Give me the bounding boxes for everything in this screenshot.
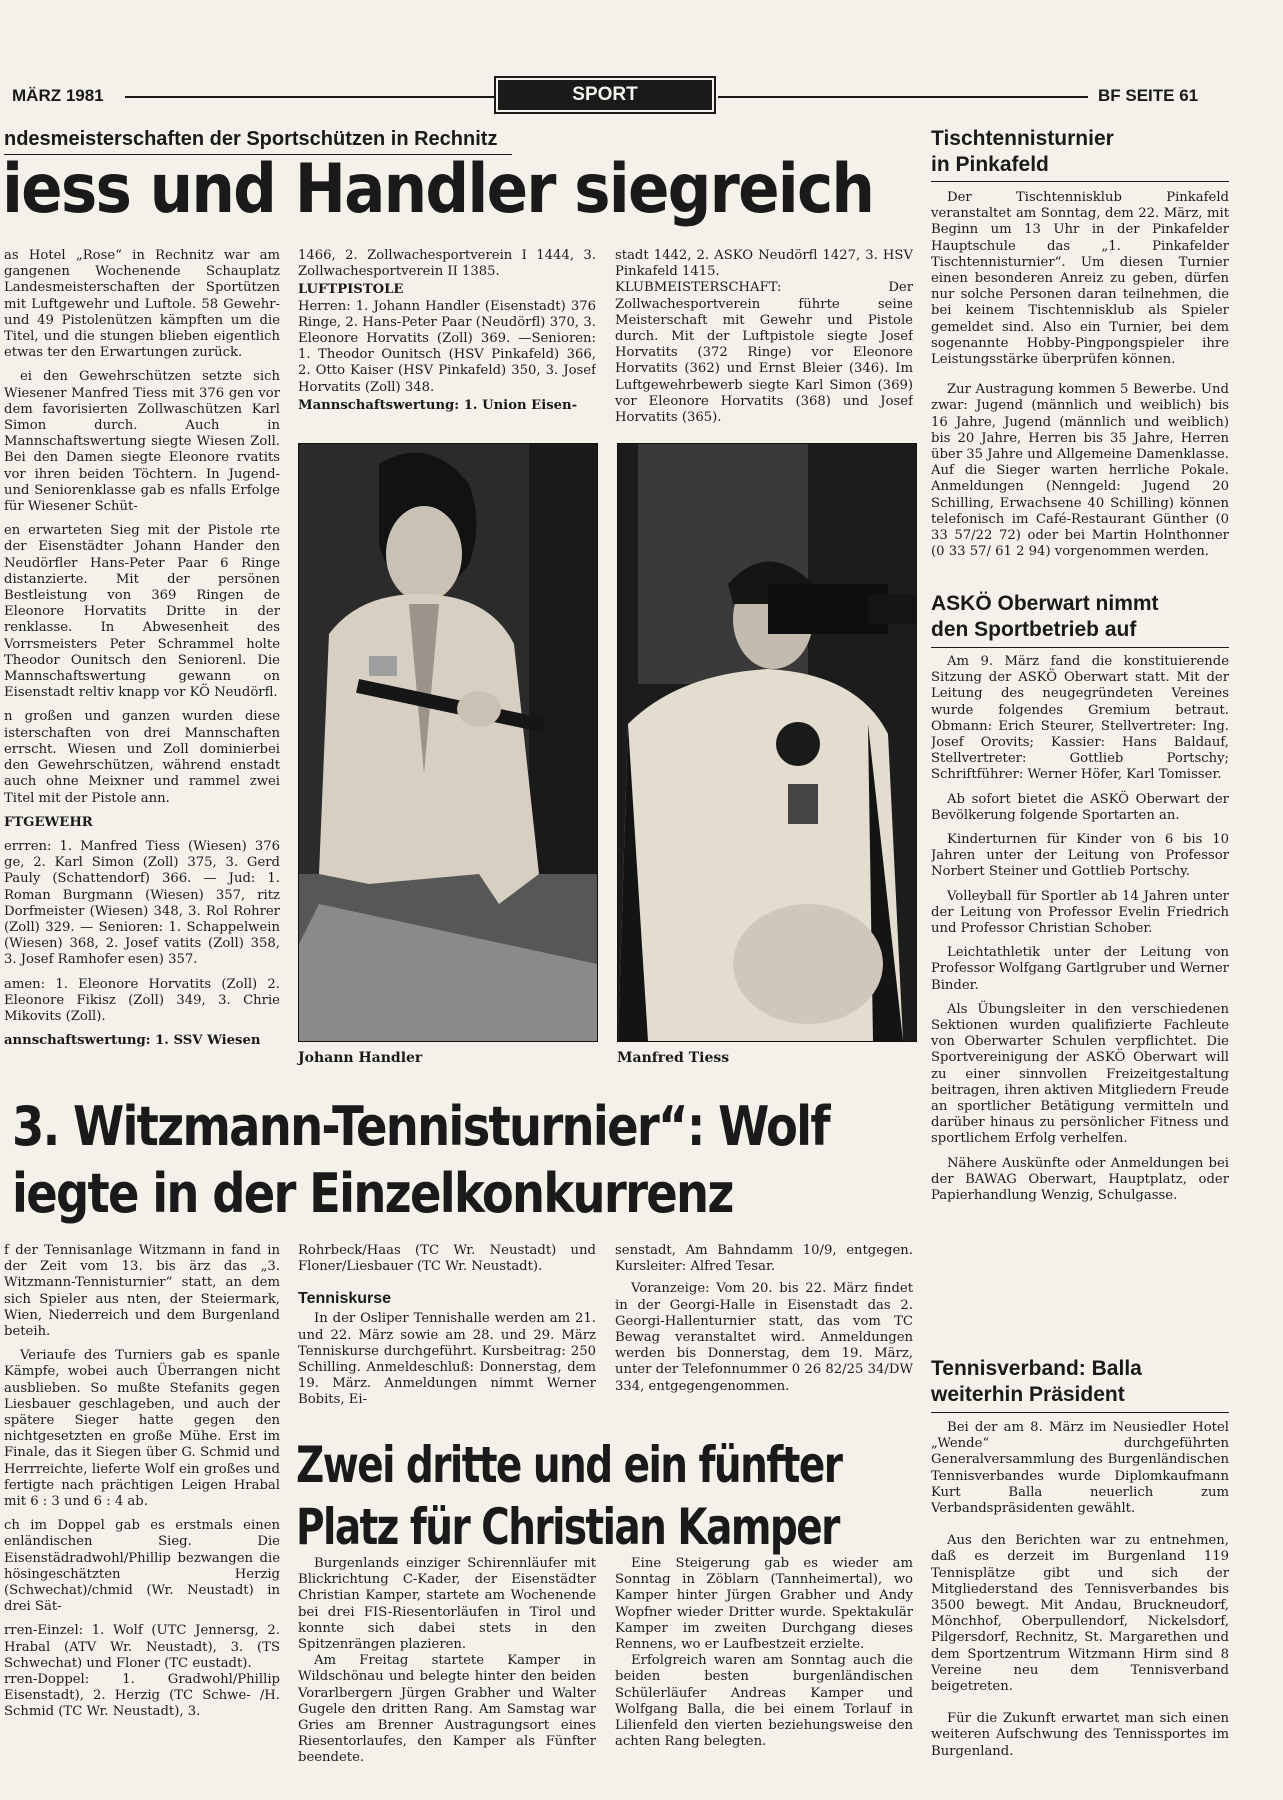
sidebar-s2-title bbox=[931, 591, 1231, 643]
a2c1-para-2: Veriaufe des Turniers gab es spanle Kämpfe, wobei auch Überrangen nicht ausblieben. So mußte Stefanits gegen Liesbauer geschlageben, und auch der spätere Sieger hatte gegen den nichtgesetzten en große Mühe. Erst im Finale, das it Siegen über G. Schmid und Herrreichte, lieferte Wolf ein großes und fertigte nach prächtigen Leigen Hrabal mit 6 : 3 und 6 : 4 ab. bbox=[4, 1348, 280, 1510]
a2c2-top: Rohrbeck/Haas (TC Wr. Neustadt) und Floner/Liesbauer (TC Wr. Neustadt). bbox=[298, 1243, 596, 1275]
s2-para-5: Leichtathletik unter der Leitung von Professor Wolfgang Gartlgruber und Werner Binder. bbox=[931, 945, 1229, 993]
a2c1-para-4: rren-Einzel: 1. Wolf (UTC Jennersg, 2. Hrabal (ATV Wr. Neustadt), 3. (TS Schwechat) und Floner (TC eustadt). bbox=[4, 1623, 280, 1671]
sidebar-s3-title bbox=[931, 1356, 1231, 1408]
photo-manfred-tiess bbox=[617, 443, 917, 1042]
a3c1-para-1: Burgenlands einziger Schirennläufer mit Blickrichtung C-Kader, der Eisenstädter Christian Kamper, startete am Wochenende bei drei FIS-Riesentorläufen in Tirol und konnte sich dabei stets in den Spitzenrängen plazieren. bbox=[298, 1556, 596, 1653]
a2c2-subhead: Tenniskurse bbox=[298, 1290, 392, 1308]
caption-manfred-tiess: Manfred Tiess bbox=[617, 1050, 730, 1066]
a1c2-subhead: LUFTPISTOLE bbox=[298, 282, 404, 298]
s2-para-4: Volleyball für Sportler ab 14 Jahren unter der Leitung von Professor Evelin Friedrich und Professor Christian Schober. bbox=[931, 888, 1229, 937]
a1c1-para-3: en erwarteten Sieg mit der Pistole rte der Eisenstädter Johann Hander den Neudörfler Hans-Peter Paar 6 Ringe distanzierte. Mit der persönen Bestleistung von 369 Ringen de Eleonore Horvatits Dritte in der renklasse. In Abwesenheit des Vorrsmeisters Peter Schrammel holte Theodor Ounitsch den Seniorenl. Die Mannschaftswertung gewann on Eisenstadt reltiv knapp vor KÖ Neudörfl. bbox=[4, 523, 280, 701]
a1c1-results-2: amen: 1. Eleonore Horvatits (Zoll) 2. Eleonore Fikisz (Zoll) 349, 3. Chrie Mikovits (Zoll). bbox=[4, 976, 280, 1024]
a1c1-results-3: annschaftswertung: 1. SSV Wiesen bbox=[4, 1033, 261, 1049]
sidebar-s1-title bbox=[931, 126, 1231, 178]
s3-rule bbox=[931, 1412, 1229, 1413]
a1c1-subhead: FTGEWEHR bbox=[4, 814, 93, 830]
article1-headline: iess und Handler siegreich bbox=[2, 150, 874, 229]
s1-para-1: Der Tischtennisklub Pinkafeld veranstaltet am Sonntag, dem 22. März, mit Beginn um 13 Uhr in der Pinkafelder Hauptschule das „1. Pinkafelder Tischtennisturnier“. Um diesen Turnier einen besonderen Anreiz zu geben, dürfen nur solche Personen daran teilnehmen, die bei keinem Tischtennisklub als Spieler gemeldet sind. Also ein Turnier, bei dem sogenannte Hobby-Pingpongspieler ihre Leistungsstärke überprüfen können. bbox=[931, 190, 1229, 368]
s2-para-7: Nähere Auskünfte oder Anmeldungen bei der BAWAG Oberwart, Hauptplatz, oder Papierhandlung Wenzig, Schulgasse. bbox=[931, 1155, 1229, 1204]
a1c3-top: stadt 1442, 2. ASKÖ Neudörfl 1427, 3. HSV Pinkafeld 1415. bbox=[615, 248, 913, 280]
a1c1-results-1: errren: 1. Manfred Tiess (Wiesen) 376 ge, 2. Karl Simon (Zoll) 375, 3. Gerd Pauly (Schattendorf) 366. — Jud: 1. Roman Burgmann (Wiesen) 357, ritz Dorfmeister (Wiesen) 348, 3. Rol Rohrer (Zoll) 329. — Senioren: 1. Schappelwein (Wiesen) 368, 2. Josef vatits (Zoll) 358, 3. Josef Ramhofer esen) 357. bbox=[4, 838, 280, 968]
a2c1-para-3: ch im Doppel gab es erstmals einen enländischen Sieg. Die Eisenstädradwohl/Phillip bezwangen die hösingeschätzten Herzig (Schwechat)/chmid (Wr. Neustadt) in drei Sät- bbox=[4, 1518, 280, 1615]
s3-para-2: Aus den Berichten war zu entnehmen, daß es derzeit im Burgenland 119 Tennisplätze gibt und sich der Mitgliederstand des Tennisverbandes bis 3500 bewegt. Mit Andau, Bruckneudorf, Mönchhof, Oberpullendorf, Nickelsdorf, Pilgersdorf, Rechnitz, St. Margarethen und dem Sportzentrum Witzmann Hirm sind 8 Vereine neu dem Tennisverband beigetreten. bbox=[931, 1533, 1229, 1695]
a2c3-body: Voranzeige: Vom 20. bis 22. März findet in der Georgi-Halle in Eisenstadt das 2. Georgi-Hallenturnier statt, das vom TC Bewag veranstaltet wird. Anmeldungen werden bis Donnerstag, dem 19. März, unter der Telefonnummer 0 26 82/25 34/DW 334, entgegengenommen. bbox=[615, 1281, 913, 1394]
article3-headline-line1: Zwei dritte und ein fünfter bbox=[296, 1436, 842, 1494]
caption-johann-handler: Johann Handler bbox=[298, 1050, 423, 1066]
s2-rule bbox=[931, 647, 1229, 648]
s2-title-line1: ASKÖ Oberwart nimmt bbox=[931, 592, 1159, 615]
issue-date: MÄRZ 1981 bbox=[12, 86, 104, 105]
s2-para-1: Am 9. März fand die konstituierende Sitzung der ASKÖ Oberwart statt. Mit der Leitung des neugegründeten Vereines wurde folgendes Gremium betraut. Obmann: Erich Steurer, Stellvertreter: Ing. Josef Orovits; Kassier: Hans Baldauf, Stellvertreter: Gottlieb Portschy; Schriftführer: Werner Höfer, Karl Tomisser. bbox=[931, 654, 1229, 783]
a3c2-para-2: Erfolgreich waren am Sonntag auch die beiden besten burgenländischen Schülerläufer Andreas Kamper und Wolfgang Balla, die bei einem Torlauf in Lilienfeld den vierten beziehungsweise den achten Rang belegten. bbox=[615, 1653, 913, 1750]
article2-headline-line2: iegte in der Einzelkonkurrenz bbox=[12, 1162, 733, 1225]
s3-title-line2: weiterhin Präsident bbox=[931, 1383, 1125, 1406]
a2c1-para-1: f der Tennisanlage Witzmann in fand in der Zeit vom 13. bis ärz das „3. Witzmann-Tennisturnier“ statt, an dem sich Spieler aus nten, der Steiermark, Wien, Niederreich und dem Burgenland beteih. bbox=[4, 1243, 280, 1340]
header-rule-right bbox=[718, 96, 1088, 98]
header-rule-left bbox=[125, 96, 495, 98]
a1c1-para-1: as Hotel „Rose“ in Rechnitz war am gangenen Wochenende Schauplatz Landesmeisterschaften der Sportützen mit Luftgewehr und Luftole. 58 Gewehr- und 49 Pistolenützen kämpften um die Titel, und die stungen blieben eigentlich etwas ter den Erwartungen zurück. bbox=[4, 248, 280, 361]
s2-para-3: Kinderturnen für Kinder von 6 bis 10 Jahren unter der Leitung von Professor Norbert Steiner und Gottlieb Portschy. bbox=[931, 832, 1229, 880]
s2-para-2: Ab sofort bietet die ASKÖ Oberwart der Bevölkerung folgende Sportarten an. bbox=[931, 791, 1229, 823]
a3c2-para-1: Eine Steigerung gab es wieder am Sonntag in Zöblarn (Tannheimertal), wo Kamper hinter Jürgen Grabher und Andy Wopfner wieder Dritter wurde. Spektakulär Kamper im zweiten Durchgang dieses Rennens, wo er Laufbestzeit erzielte. bbox=[615, 1556, 913, 1653]
a3c1-para-2: Am Freitag startete Kamper in Wildschönau und belegte hinter den beiden Vorarlbergern Jürgen Grabher und Walter Gugele den dritten Rang. Am Samstag war Gries am Brenner Austragungsort eines Riesentorlaufes, den Kamper als Fünfter beendete. bbox=[298, 1653, 596, 1766]
photo-johann-handler bbox=[298, 443, 598, 1042]
a1c1-para-4: n großen und ganzen wurden diese isterschaften von drei Mannschaften errscht. Wiesen und Zoll dominierbei den Gewehrschützen, während enstadt auch ohne Meixner und rammel zwei Titel mit der Pistole ann. bbox=[4, 709, 280, 806]
s2-para-6: Als Übungsleiter in den verschiedenen Sektionen wurden qualifizierte Fachleute von Oberwarter Schulen verpflichtet. Die Sportvereinigung der ASKÖ Oberwart will zu einer sinnvollen Freizeitgestaltung beitragen, ihren aktiven Mitgliedern Freude an sportlicher Betätigung vermitteln und darüber hinaus zu persönlicher Fitness und sportlichem Erfolg verhelfen. bbox=[931, 1001, 1229, 1147]
sidebar-s1-body bbox=[931, 190, 1229, 570]
a1c2-team: Mannschaftswertung: 1. Union Eisen- bbox=[298, 397, 578, 413]
sidebar-s2-body bbox=[931, 654, 1229, 1314]
article3-headline-line2: Platz für Christian Kamper bbox=[296, 1498, 839, 1556]
a1c3-body: KLUBMEISTERSCHAFT: Der Zollwachesportverein führte seine Meisterschaft mit Gewehr und Pistole durch. Mit der Luftpistole siegte Josef Horvatits (372 Ringe) vor Eleonore Horvatits (362) und Ernst Bleier (346). Im Luftgewehrbewerb siegte Karl Simon (369) vor Eleonore Horvatits (368) und Josef Horvatits (365). bbox=[615, 280, 913, 426]
page-number: BF SEITE 61 bbox=[1098, 86, 1199, 105]
article1-col3 bbox=[615, 248, 913, 430]
article1-col2 bbox=[298, 248, 596, 430]
photo-johann-handler-image bbox=[299, 444, 597, 1041]
s3-title-line1: Tennisverband: Balla bbox=[931, 1357, 1142, 1380]
photo-manfred-tiess-image bbox=[618, 444, 916, 1041]
s1-rule bbox=[931, 181, 1229, 182]
a1c2-results: Herren: 1. Johann Handler (Eisenstadt) 376 Ringe, 2. Hans-Peter Paar (Neudörfl) 370, 3. Eleonore Horvatits (Zoll) 369. —Senioren: 1. Theodor Ounitsch (HSV Pinkafeld) 366, 2. Otto Kaiser (HSV Pinkafeld) 350, 3. Josef Horvatits (Zoll) 348. bbox=[298, 298, 596, 395]
s1-title-line2: in Pinkafeld bbox=[931, 153, 1049, 176]
a1c1-para-2: ei den Gewehrschützen setzte sich Wiesener Manfred Tiess mit 376 gen vor dem favorisierten Zollwaschützen Karl Simon durch. Auch in Mannschaftswertung siegte Wiesen Zoll. Bei den Damen siegte Eleonore rvatits vor ihren beiden Töchtern. In Jugend- und Seniorenklasse gab es nfalls Erfolge für Wiesener Schüt- bbox=[4, 369, 280, 515]
a1c2-top: 1466, 2. Zollwachesportverein I 1444, 3. Zollwachesportverein II 1385. bbox=[298, 248, 596, 280]
s2-title-line2: den Sportbetrieb auf bbox=[931, 618, 1137, 641]
a2c2-body: In der Osliper Tennishalle werden am 21. und 22. März sowie am 28. und 29. März Tenniskurse durchgeführt. Kursbeitrag: 250 Schilling. Anmeldeschluß: Donnerstag, dem 19. März. Anmeldungen nimmt Werner Bobits, Ei- bbox=[298, 1311, 596, 1408]
sidebar-s3-body bbox=[931, 1420, 1229, 1792]
section-label: SPORT bbox=[498, 80, 712, 110]
a2c3-top: senstadt, Am Bahndamm 10/9, entgegen. Kursleiter: Alfred Tesar. bbox=[615, 1243, 913, 1275]
s1-para-2: Zur Austragung kommen 5 Bewerbe. Und zwar: Jugend (männlich und weiblich) bis 16 Jahre, Jugend (männlich und weiblich) bis 20 Jahre, Herren bis 35 Jahre, Herren über 35 Jahre und Allgemeine Damenklasse. Auf die Sieger warten herrliche Pokale. Anmeldungen (Nenngeld: Jugend 20 Schilling, Erwachsene 40 Schilling) können telefonisch im Café-Restaurant Günther (0 33 57/22 72) oder bei Martin Holnthonner (0 33 57/ 61 2 94) vorgenommen werden. bbox=[931, 382, 1229, 560]
s3-para-1: Bei der am 8. März im Neusiedler Hotel „Wende“ durchgeführten Generalversammlung des Burgenländischen Tennisverbandes wurde Diplomkaufmann Kurt Balla neuerlich zum Verbandspräsidenten gewählt. bbox=[931, 1420, 1229, 1517]
article2-col1 bbox=[4, 1243, 280, 1791]
article2-headline-line1: 3. Witzmann-Tennisturnier“: Wolf bbox=[12, 1095, 829, 1158]
article2-col2 bbox=[298, 1243, 596, 1429]
article2-col3 bbox=[615, 1243, 913, 1429]
article3-col1 bbox=[298, 1556, 596, 1792]
article1-col1 bbox=[4, 248, 280, 1068]
s3-para-3: Für die Zukunft erwartet man sich einen weiteren Aufschwung des Tennissportes im Burgenland. bbox=[931, 1711, 1229, 1759]
a2c1-para-5: rren-Doppel: 1. Gradwohl/Phillip Eisenstadt), 2. Herzig (TC Schwe- /H. Schmid (TC Wr. Neustadt), 3. bbox=[4, 1672, 280, 1720]
s1-title-line1: Tischtennisturnier bbox=[931, 127, 1114, 150]
article3-col2 bbox=[615, 1556, 913, 1792]
article1-kicker: ndesmeisterschaften der Sportschützen in Rechnitz bbox=[4, 128, 498, 150]
